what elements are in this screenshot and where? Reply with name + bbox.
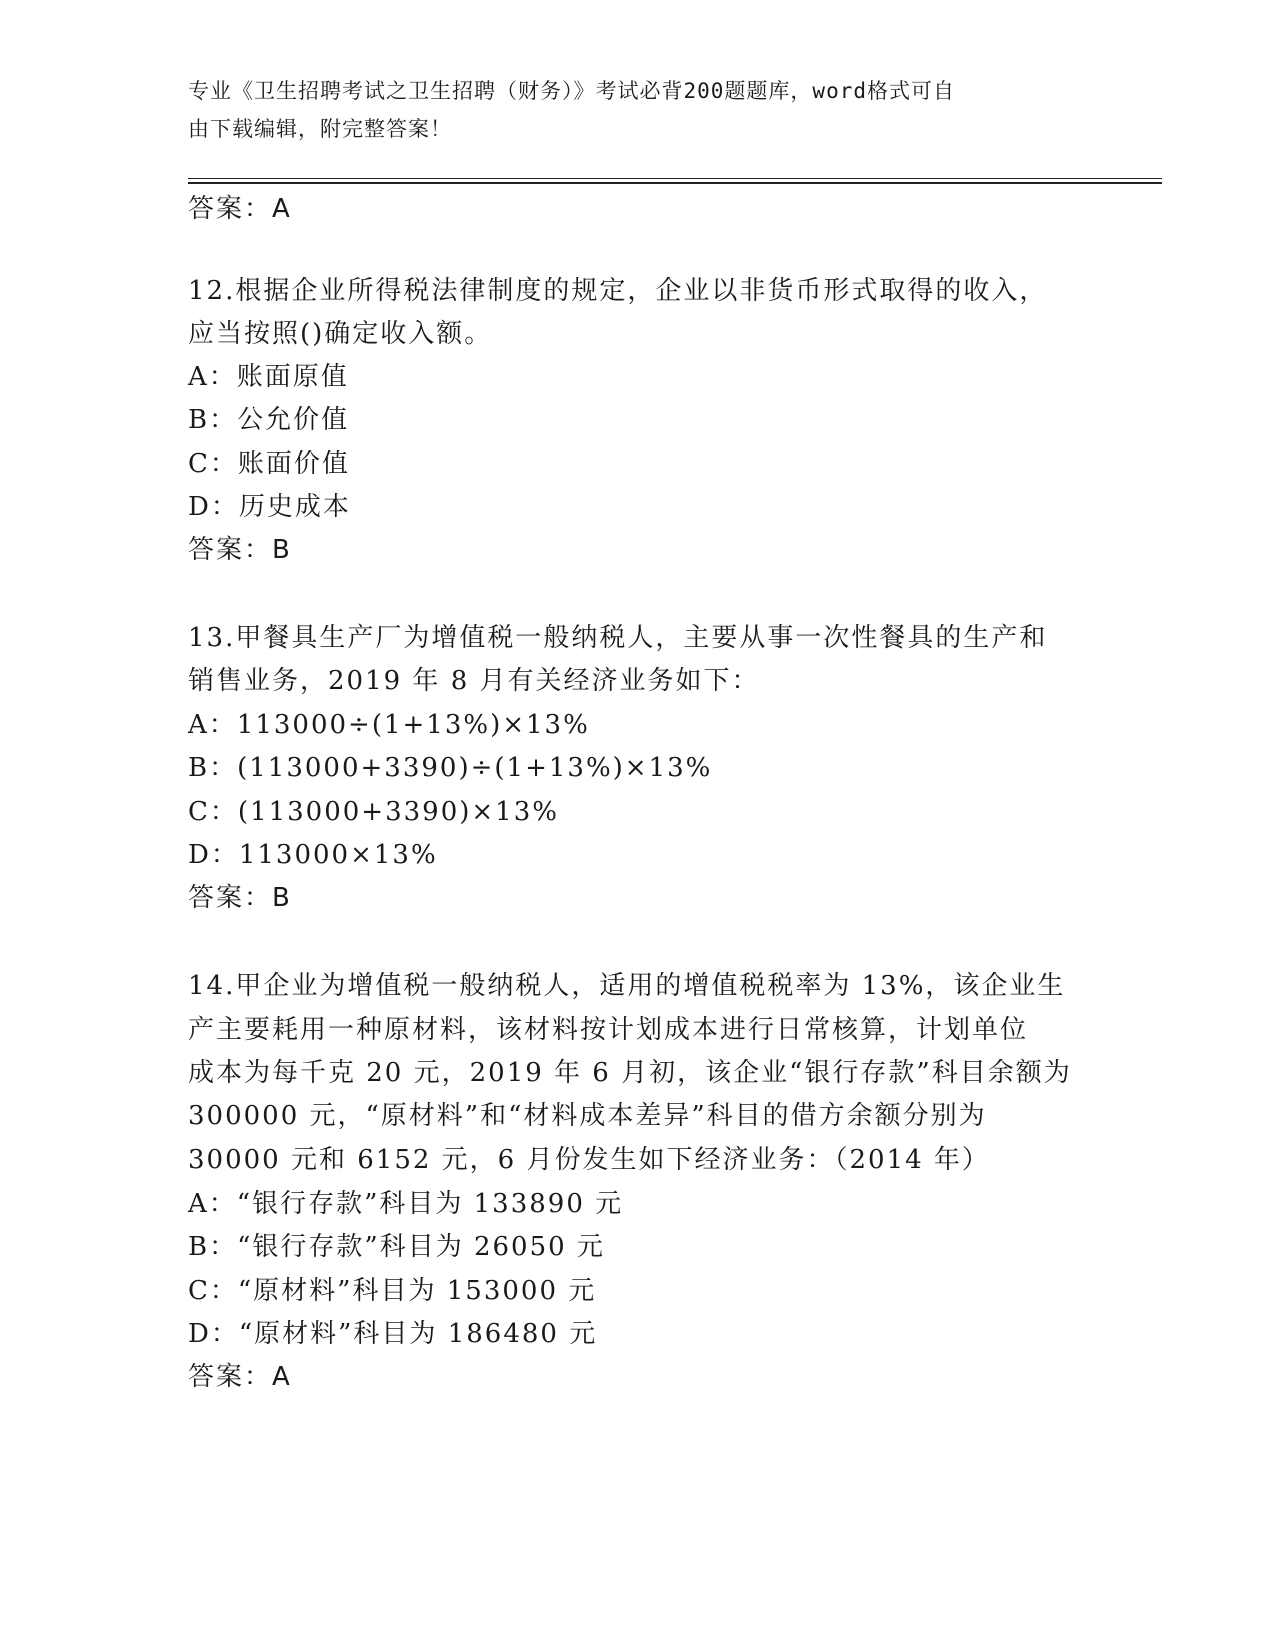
header-divider-thin <box>188 178 1162 179</box>
header-divider-thick <box>188 182 1162 184</box>
answer-q14: 答案：A <box>188 1362 292 1392</box>
question-12-option-b: B：公允价值 <box>188 405 350 435</box>
question-14-stem-line-1: 14.甲企业为增值税一般纳税人，适用的增值税税率为 13%，该企业生 <box>188 971 1066 1001</box>
question-12-option-a: A：账面原值 <box>188 362 349 392</box>
answer-q12: 答案：B <box>188 535 292 565</box>
question-13-option-c: C：(113000+3390)×13% <box>188 797 559 827</box>
answer-q11: 答案：A <box>188 194 292 224</box>
question-12-option-d: D：历史成本 <box>188 492 351 522</box>
question-13-option-a: A：113000÷(1+13%)×13% <box>188 710 590 740</box>
question-14-stem-line-2: 产主要耗用一种原材料，该材料按计划成本进行日常核算，计划单位 <box>188 1015 1029 1045</box>
question-13-stem-line-2: 销售业务，2019 年 8 月有关经济业务如下： <box>188 666 760 696</box>
question-12-option-c: C：账面价值 <box>188 449 350 479</box>
header-line-2: 由下载编辑，附完整答案！ <box>188 117 452 141</box>
question-14-option-a: A：“银行存款”科目为 133890 元 <box>188 1189 624 1219</box>
question-14-option-c: C：“原材料”科目为 153000 元 <box>188 1276 597 1306</box>
question-14-option-d: D：“原材料”科目为 186480 元 <box>188 1319 598 1349</box>
question-14-stem-line-3: 成本为每千克 20 元，2019 年 6 月初，该企业“银行存款”科目余额为 <box>188 1058 1072 1088</box>
question-13-stem-line-1: 13.甲餐具生产厂为增值税一般纳税人，主要从事一次性餐具的生产和 <box>188 623 1048 653</box>
document-header <box>188 72 1068 148</box>
question-12-stem-line-1: 12.根据企业所得税法律制度的规定，企业以非货币形式取得的收入， <box>188 276 1048 306</box>
question-13-option-b: B：(113000+3390)÷(1+13%)×13% <box>188 753 713 783</box>
question-12-stem-line-2: 应当按照()确定收入额。 <box>188 319 493 349</box>
question-14-stem-line-5: 30000 元和 6152 元，6 月份发生如下经济业务：（2014 年） <box>188 1145 990 1175</box>
question-14-option-b: B：“银行存款”科目为 26050 元 <box>188 1232 605 1262</box>
question-14-stem-line-4: 300000 元，“原材料”和“材料成本差异”科目的借方余额分别为 <box>188 1101 987 1131</box>
header-line-1: 专业《卫生招聘考试之卫生招聘（财务）》考试必背200题题库，word格式可自 <box>188 79 955 103</box>
question-13-option-d: D：113000×13% <box>188 840 438 870</box>
answer-q13: 答案：B <box>188 883 292 913</box>
